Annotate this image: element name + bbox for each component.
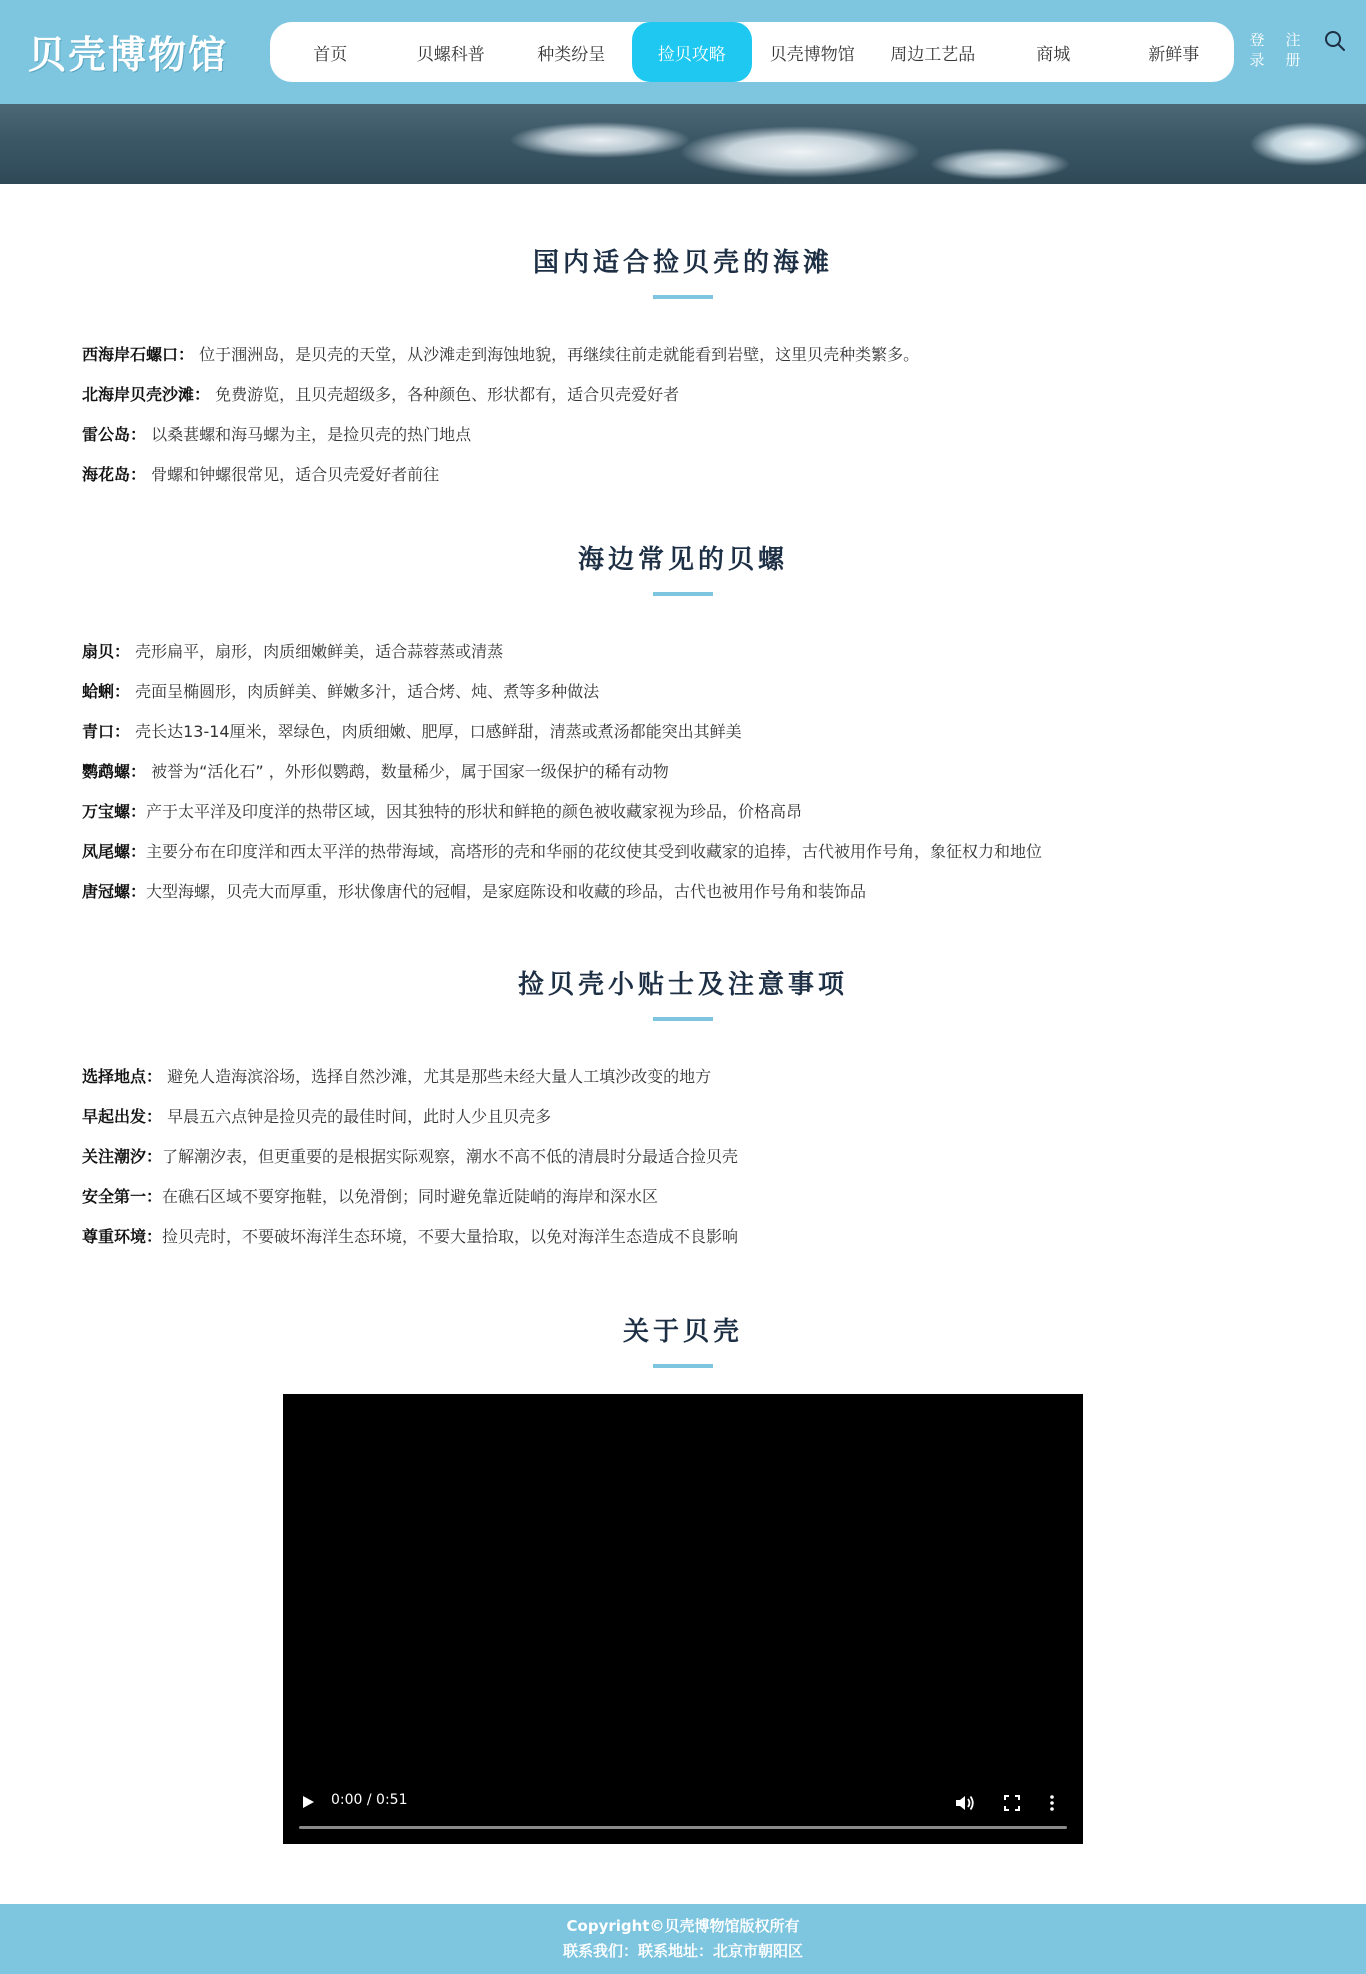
- list-item: [82, 1057, 1284, 1097]
- section-title: 关于贝壳: [622, 1317, 743, 1347]
- item-text: 主要分布在印度洋和西太平洋的热带海域，高塔形的壳和华丽的花纹使其受到收藏家的追捧，古代被用作号角，象征权力和地位: [146, 842, 1043, 861]
- list-item: [82, 672, 1284, 712]
- list-item: [82, 632, 1284, 672]
- item-text: 在礁石区域不要穿拖鞋，以免滑倒；同时避免靠近陡峭的海岸和深水区: [162, 1187, 659, 1206]
- item-text: 壳长达13-14厘米，翠绿色，肉质细嫩、肥厚，口感鲜甜，清蒸或煮汤都能突出其鲜美: [130, 722, 742, 741]
- list-item: [82, 712, 1284, 752]
- item-text: 避免人造海滨浴场，选择自然沙滩，尤其是那些未经大量人工填沙改变的地方: [162, 1067, 712, 1086]
- list-item: [82, 335, 1284, 375]
- item-text: 位于涠洲岛，是贝壳的天堂，从沙滩走到海蚀地貌，再继续往前走就能看到岩壁，这里贝壳种类繁多。: [194, 345, 920, 364]
- item-label: 蛤蜊：: [82, 682, 131, 701]
- item-label: 唐冠螺：: [82, 882, 147, 901]
- item-label: 北海岸贝壳沙滩：: [82, 385, 211, 404]
- item-label: 海花岛：: [82, 465, 147, 484]
- nav-item-crafts[interactable]: 周边工艺品: [890, 44, 976, 65]
- auth-links: [1248, 30, 1302, 70]
- footer-copyright: Copyright©贝壳博物馆版权所有: [566, 1917, 800, 1935]
- item-text: 被誉为“活化石” ，外形似鹦鹉，数量稀少，属于国家一级保护的稀有动物: [146, 762, 669, 781]
- nav-item-news[interactable]: 新鲜事: [1148, 44, 1200, 65]
- list-item: [82, 415, 1284, 455]
- list-item: [82, 752, 1284, 792]
- list-item: [82, 1177, 1284, 1217]
- list-item: [82, 1217, 1284, 1257]
- more-options-icon[interactable]: [1049, 1794, 1055, 1812]
- section-common-shells: [82, 495, 1284, 912]
- list-item: [82, 792, 1284, 832]
- nav-item-species[interactable]: 种类纷呈: [537, 44, 606, 65]
- item-label: 青口：: [82, 722, 131, 741]
- banner-image: [0, 104, 1366, 184]
- item-label: 安全第一：: [82, 1187, 163, 1206]
- section-beaches: [82, 184, 1284, 495]
- item-label: 关注潮汐：: [82, 1147, 163, 1166]
- item-list: [82, 335, 1284, 495]
- nav-item-home[interactable]: 首页: [313, 44, 348, 65]
- title-underline: [653, 592, 713, 596]
- login-link[interactable]: 登录: [1249, 31, 1265, 69]
- list-item: [82, 832, 1284, 872]
- section-tips: [82, 912, 1284, 1257]
- item-text: 了解潮汐表，但更重要的是根据实际观察，潮水不高不低的清晨时分最适合捡贝壳: [162, 1147, 739, 1166]
- video-player[interactable]: [283, 1394, 1083, 1844]
- item-text: 壳形扁平，扇形，肉质细嫩鲜美，适合蒜蓉蒸或清蒸: [130, 642, 504, 661]
- item-list: [82, 1057, 1284, 1257]
- item-text: 免费游览，且贝壳超级多，各种颜色、形状都有，适合贝壳爱好者: [210, 385, 680, 404]
- title-underline: [653, 1017, 713, 1021]
- item-label: 鹦鹉螺：: [82, 762, 147, 781]
- section-about: [82, 1257, 1284, 1844]
- title-underline: [653, 295, 713, 299]
- item-label: 西海岸石螺口：: [82, 345, 195, 364]
- section-title: 捡贝壳小贴士及注意事项: [517, 970, 848, 1000]
- fullscreen-icon[interactable]: [1003, 1794, 1021, 1812]
- item-text: 骨螺和钟螺很常见，适合贝壳爱好者前往: [146, 465, 440, 484]
- item-label: 选择地点：: [82, 1067, 163, 1086]
- nav-item-shell-science[interactable]: 贝螺科普: [416, 44, 485, 65]
- item-text: 大型海螺，贝壳大而厚重，形状像唐代的冠帽，是家庭陈设和收藏的珍品，古代也被用作号角和装饰品: [146, 882, 867, 901]
- item-label: 尊重环境：: [82, 1227, 163, 1246]
- item-text: 以桑葚螺和海马螺为主，是捡贝壳的热门地点: [146, 425, 472, 444]
- list-item: [82, 872, 1284, 912]
- title-underline: [653, 1364, 713, 1368]
- nav-item-shell-museum[interactable]: 贝壳博物馆: [769, 44, 855, 65]
- item-text: 早晨五六点钟是捡贝壳的最佳时间，此时人少且贝壳多: [162, 1107, 552, 1126]
- item-label: 早起出发：: [82, 1107, 163, 1126]
- item-text: 产于太平洋及印度洋的热带区域，因其独特的形状和鲜艳的颜色被收藏家视为珍品，价格高昂: [146, 802, 803, 821]
- main-content: [0, 184, 1366, 1844]
- main-nav: [270, 22, 1234, 82]
- list-item: [82, 1097, 1284, 1137]
- video-progress-bar[interactable]: [299, 1826, 1067, 1829]
- nav-item-shop[interactable]: 商城: [1036, 44, 1071, 65]
- list-item: [82, 1137, 1284, 1177]
- item-list: [82, 632, 1284, 912]
- item-text: 捡贝壳时，不要破坏海洋生态环境，不要大量拾取，以免对海洋生态造成不良影响: [162, 1227, 739, 1246]
- site-header: [0, 0, 1366, 104]
- item-text: 壳面呈椭圆形，肉质鲜美、鲜嫩多汁，适合烤、炖、煮等多种做法: [130, 682, 600, 701]
- section-title: 海边常见的贝螺: [577, 545, 788, 575]
- search-icon[interactable]: [1324, 30, 1346, 52]
- list-item: [82, 375, 1284, 415]
- volume-icon[interactable]: [955, 1794, 975, 1812]
- site-logo[interactable]: 贝壳博物馆: [28, 32, 229, 77]
- play-icon[interactable]: [303, 1796, 314, 1808]
- nav-item-shell-guide[interactable]: 捡贝攻略: [632, 22, 753, 82]
- video-time: 0:00 / 0:51: [331, 1792, 408, 1808]
- section-title: 国内适合捡贝壳的海滩: [532, 248, 833, 278]
- footer-contact: 联系我们：联系地址：北京市朝阳区: [562, 1942, 803, 1960]
- video-controls: [283, 1784, 1083, 1844]
- list-item: [82, 455, 1284, 495]
- item-label: 扇贝：: [82, 642, 131, 661]
- item-label: 雷公岛：: [82, 425, 147, 444]
- register-link[interactable]: 注册: [1285, 31, 1301, 69]
- site-footer: [0, 1904, 1366, 1974]
- item-label: 万宝螺：: [82, 802, 147, 821]
- item-label: 凤尾螺：: [82, 842, 147, 861]
